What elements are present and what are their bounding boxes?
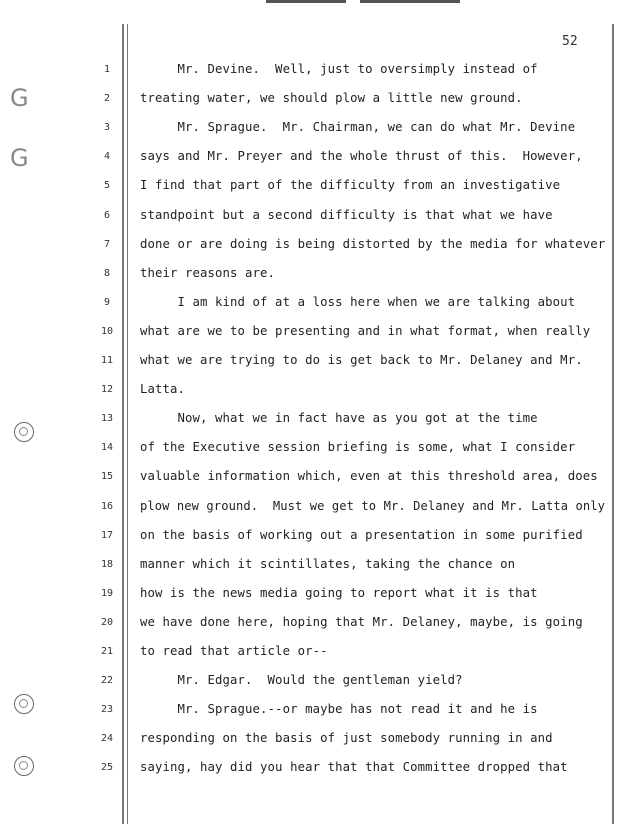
transcript-line: how is the news media going to report what it is that [140,585,538,600]
line-number: 17 [100,529,114,541]
transcript-line: saying, hay did you hear that that Committee dropped that [140,760,568,775]
line-number: 10 [100,325,114,337]
line-number: 21 [100,646,114,657]
transcript-line: Mr. Sprague. Mr. Chairman, we can do what Mr. Devine [140,120,576,135]
line-number: 5 [103,180,111,192]
transcript-line: I find that part of the difficulty from an investigative [140,178,561,193]
line-number: 11 [100,355,114,366]
transcript-line: standpoint but a second difficulty is that what we have [140,207,553,222]
transcript-line: Mr. Sprague.--or maybe has not read it and he is [140,702,538,717]
left-margin-rule [127,24,128,824]
line-number: 15 [100,471,114,483]
binder-mark: G [10,144,29,172]
transcript-line: treating water, we should plow a little new ground. [140,91,523,106]
line-number: 6 [103,209,111,221]
line-number: 14 [100,442,114,454]
line-number: 24 [100,733,114,745]
left-margin-rule [122,24,124,824]
top-edge-mark [360,0,460,3]
line-number: 7 [103,238,111,250]
transcript-line: to read that article or-- [140,644,328,658]
transcript-line: we have done here, hoping that Mr. Delaney, maybe, is going [140,614,583,629]
line-number: 16 [100,500,114,512]
page-number: 52 [562,34,578,49]
top-edge-mark [266,0,346,3]
punch-hole-icon [14,422,34,442]
right-margin-rule [612,24,614,824]
binder-mark: G [10,84,29,112]
transcript-line: what are we to be presenting and in what format, when really [140,323,591,338]
transcript-line: manner which it scintillates, taking the chance on [140,556,516,571]
transcript-line: responding on the basis of just somebody running in and [140,731,553,746]
transcript-line: Latta. [140,382,186,397]
transcript-line: of the Executive session briefing is some, what I consider [140,440,576,455]
transcript-line: their reasons are. [140,265,276,280]
punch-hole-icon [14,694,34,714]
line-number: 3 [103,122,111,134]
line-number: 8 [103,267,111,279]
transcript-line: what we are trying to do is get back to Mr. Delaney and Mr. [140,353,583,367]
transcript-line: valuable information which, even at this threshold area, does [140,469,598,484]
line-number: 12 [100,384,114,396]
transcript-line: says and Mr. Preyer and the whole thrust of this. However, [140,149,583,164]
line-number: 22 [100,675,114,687]
line-number: 1 [103,64,111,75]
transcript-line: I am kind of at a loss here when we are talking about [140,294,576,309]
transcript-line: Mr. Edgar. Would the gentleman yield? [140,673,463,688]
line-number: 13 [100,413,114,425]
transcript-line: on the basis of working out a presentation in some purified [140,527,583,542]
line-number: 2 [103,93,111,105]
line-number: 20 [100,616,114,628]
transcript-line: Now, what we in fact have as you got at the time [140,411,538,426]
transcript-line: done or are doing is being distorted by the media for whatever [140,236,606,251]
transcript-line: plow new ground. Must we get to Mr. Delaney and Mr. Latta only [140,498,606,513]
line-number: 18 [100,558,114,570]
line-number: 25 [100,762,114,774]
line-number: 4 [103,151,111,163]
line-number: 9 [103,296,111,308]
line-number: 19 [100,587,114,599]
punch-hole-icon [14,756,34,776]
transcript-line: Mr. Devine. Well, just to oversimply instead of [140,62,538,76]
line-number: 23 [100,704,114,716]
